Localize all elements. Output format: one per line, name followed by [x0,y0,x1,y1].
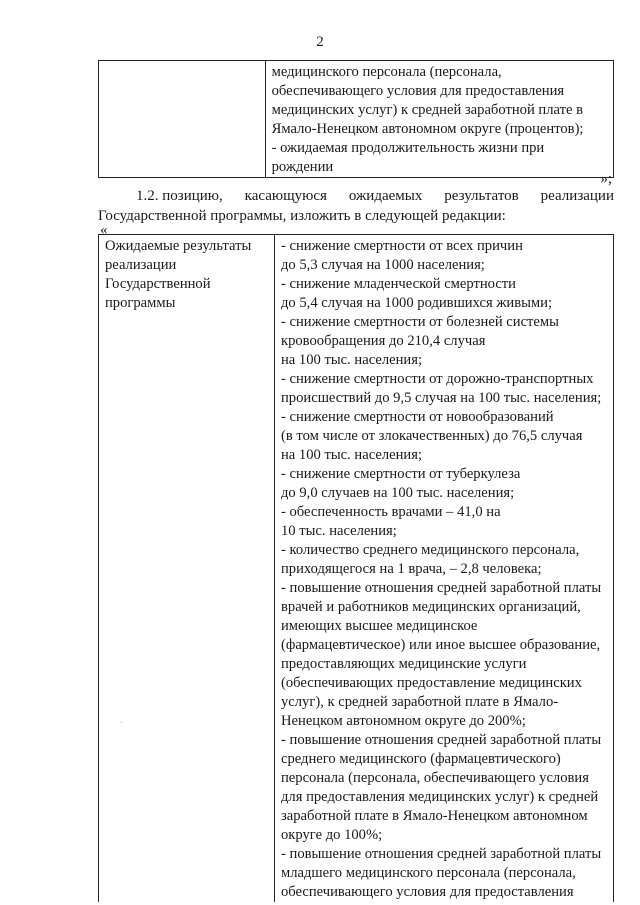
scan-speck: · [120,718,123,727]
result-line: персонала (персонала, обеспечивающего условия [281,770,589,786]
paragraph-line-1 [98,186,614,206]
page-number: 2 [316,34,324,50]
result-line: до 5,4 случая на 1000 родившихся живыми; [281,295,553,311]
result-line: - снижение смертности от болезней системы [281,314,559,330]
result-line: на 100 тыс. населения; [281,352,422,368]
row-label-line: программы [105,295,176,311]
result-line: - снижение смертности от новообразований [281,409,554,425]
table-line: обеспечивающего условия для предоставления [271,83,565,99]
result-line: (в том числе от злокачественных) до 76,5 случая [281,428,583,444]
result-line: Ненецком автономном округе до 200%; [281,713,526,729]
result-line: - повышение отношения средней заработной платы [281,846,602,862]
result-line: - количество среднего медицинского персонала, [281,542,580,558]
row-label-line: Ожидаемые результаты [105,238,252,254]
result-line: - повышение отношения средней заработной платы [281,580,602,596]
result-line: (фармацевтическое) или иное высшее образование, [281,637,601,653]
result-line: для предоставления медицинских услуг) к средней [281,789,599,805]
result-line: до 5,3 случая на 1000 населения; [281,257,485,273]
continued-table [98,60,614,178]
paragraph-word: реализации [540,188,614,204]
result-line: - снижение смертности от всех причин [281,238,523,254]
result-line: обеспечивающего условия для предоставления [281,884,574,900]
closing-quote: »; [600,171,612,187]
result-line: кровообращения до 210,4 случая [281,333,486,349]
result-line: - снижение смертности от дорожно-транспортных [281,371,594,387]
result-line: 10 тыс. населения; [281,523,397,539]
result-line: заработной плате в Ямало-Ненецком автономном [281,808,588,824]
continued-table-right-cell [265,61,613,178]
result-line: - обеспеченность врачами – 41,0 на [281,504,501,520]
amendment-paragraph [98,186,614,226]
result-line: на 100 тыс. населения; [281,447,422,463]
table-line: медицинских услуг) к средней заработной плате в [271,102,583,118]
table-line: рождении [271,159,334,175]
table-line: - ожидаемая продолжительность жизни при [271,140,545,156]
result-line: врачей и работников медицинских организаций, [281,599,581,615]
result-line: (обеспечивающих предоставление медицинских [281,675,582,691]
result-line: - снижение смертности от туберкулеза [281,466,521,482]
result-line: до 9,0 случаев на 100 тыс. населения; [281,485,515,501]
results-cell [275,235,613,902]
row-label-cell [99,235,275,902]
paragraph-word: ожидаемых [348,188,423,204]
expected-results-table [98,234,614,902]
result-line: младшего медицинского персонала (персонала, [281,865,576,881]
result-line: округе до 100%; [281,827,383,843]
continued-table-left-cell [99,61,266,178]
result-line: среднего медицинского (фармацевтического) [281,751,561,767]
paragraph-word: касающуюся [244,188,327,204]
table-line: Ямало-Ненецком автономном округе (процентов); [271,121,584,137]
row-label-line: реализации [105,257,177,273]
result-line: имеющих высшее медицинское [281,618,478,634]
table-line: медицинского персонала (персонала, [271,64,502,80]
result-line: происшествий до 9,5 случая на 100 тыс. населения; [281,390,602,406]
paragraph-word: 1.2. позицию, [136,188,223,204]
result-line: предоставляющих медицинские услуги [281,656,527,672]
row-label-line: Государственной [105,276,211,292]
result-line: - снижение младенческой смертности [281,276,516,292]
paragraph-word: результатов [444,188,519,204]
result-line: - повышение отношения средней заработной платы [281,732,602,748]
paragraph-line-2: Государственной программы, изложить в следующей редакции: [98,208,506,224]
opening-quote: « [100,222,108,238]
result-line: приходящегося на 1 врача, – 2,8 человека; [281,561,542,577]
result-line: услуг), к средней заработной плате в Ямало- [281,694,559,710]
